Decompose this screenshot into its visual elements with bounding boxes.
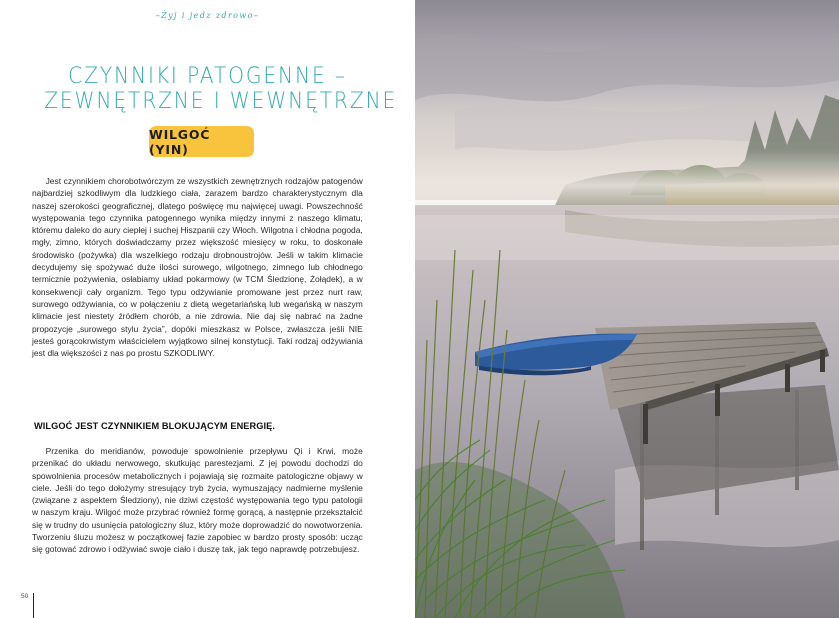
running-head: –Żyj i jedz zdrowo– (155, 11, 260, 20)
body-paragraph-2: Przenika do meridianów, powoduje spowolnienie przepływu Qi i Krwi, może przenikać do układu nerwowego, skutkując parestezjami. Z jej powodu dochodzi do spowolnienia procesów metabolicznych i pojawiają się rozmaite patologiczne objawy w ciele. Jeśli do tego dołożymy stresujący tryb życia, wymuszający nadmierne myślenie (związane z aspektem Śledziony), nie dziwi częstość występowania tego typu patologii w naszym kraju. Wilgoć może przybrać również formę gorącą, a następnie przekształcić się w trudny do usunięcia patologiczny śluz, który może doprowadzić do nowotworzenia. Tworzeniu śluzu możesz w początkowej fazie zapobiec w bardzo prosty sposób: ucząc się gotować zdrowo i odżywiać swoje ciało i duszę tak, jak tego naprawdę potrzebujesz. (32, 446, 363, 555)
left-page (0, 0, 415, 618)
topic-badge (149, 126, 254, 157)
pier-post (715, 384, 720, 416)
body-paragraph-1: Jest czynnikiem chorobotwórczym ze wszystkich zewnętrznych rodzajów patogenów najbardziej szkodliwym dla ludzkiego ciała, zarazem bardzo charakterystycznym dla naszej szerokości geograficznej, dlatego poświęcę mu najwięcej uwagi. Powszechność występowania tego czynnika patogennego wynika między innymi z naszego klimatu, któremu daleko do aury ciepłej i suchej Hiszpanii czy Włoch. Wilgotna i chłodna pogoda, mgły, zimno, których doświadczamy przez większość miesięcy w roku, to doskonałe środowisko (pożywka) dla wszelkiego rodzaju drobnoustrojów. Jeśli w takim klimacie decydujemy się spożywać duże ilości surowego, wilgotnego, zimnego lub chłodnego termicznie pożywienia, osłabiamy układ pokarmowy (w TCM Śledzionę, Żołądek), a w konsekwencji cały organizm. Tego typu odżywianie promowane jest przez nurt raw, surowego odżywiania, co w połączeniu z dietą wegetariańską lub wegańską w naszym klimacie jest niestety źródłem chorób, a nie zdrowia. Nie daj się nabrać na żadne propozycje „surowego stylu życia”, dopóki mieszkasz w Polsce, zwłaszcza jeśli NIE jesteś gorącokrwistym właścicielem wyjątkowo silnej konstytucji. Taki rodzaj odżywiania jest dla większości z nas po prostu SZKODLIWY. (32, 176, 363, 359)
page-title (44, 64, 398, 114)
fog-over-water (415, 215, 839, 260)
pier-post (643, 404, 648, 444)
misty-lake-pier-photo (415, 0, 839, 618)
title-line-1: CZYNNIKI PATOGENNE – (68, 64, 347, 89)
title-line-2: ZEWNĘTRZNE I WEWNĘTRZNE (44, 89, 398, 114)
right-page-photo (415, 0, 839, 618)
pier-post (785, 364, 790, 392)
page-number: 50 (21, 593, 29, 600)
page-number-rule (33, 593, 34, 618)
pier-post (820, 350, 825, 372)
section-heading: WILGOĆ JEST CZYNNIKIEM BLOKUJĄCYM ENERGIĘ. (34, 421, 276, 431)
topic-badge-label: WILGOĆ (YIN) (149, 126, 211, 157)
